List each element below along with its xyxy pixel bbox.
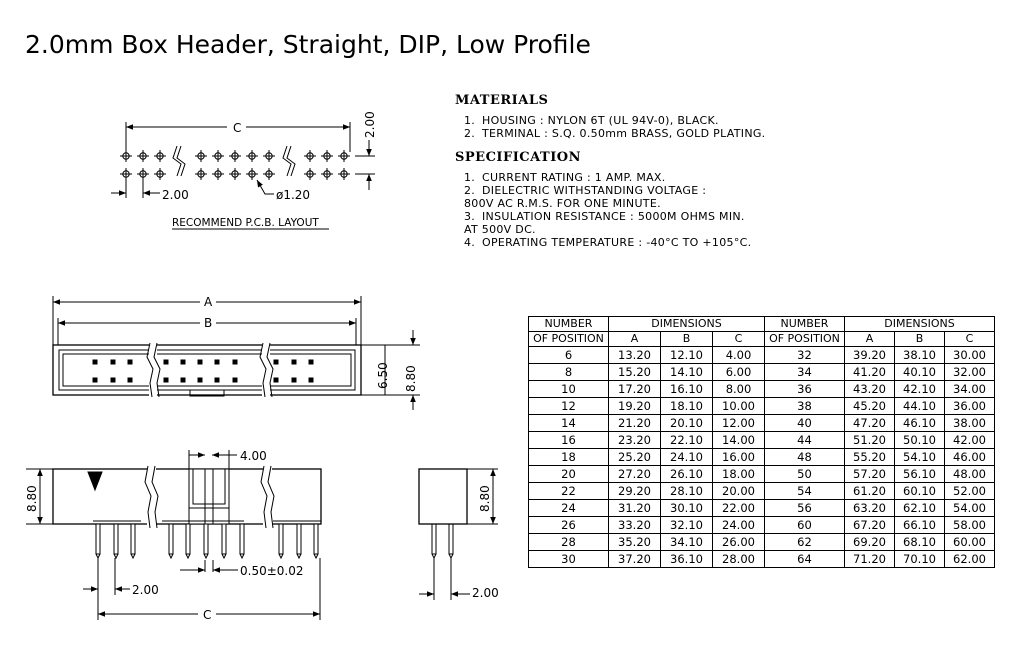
pin-square [274,378,279,383]
table-cell: 50.10 [895,432,945,449]
specification-item-text: AT 500V DC. [464,223,536,236]
table-cell: 57.20 [845,466,895,483]
table-cell: 39.20 [845,347,895,364]
table-cell: 19.20 [609,398,661,415]
table-row [529,381,995,398]
table-cell: 71.20 [845,551,895,568]
side-dim-200: 2.00 [472,586,499,600]
pin-square [292,360,297,365]
table-cell: 20.00 [713,483,765,500]
header-col-a-2: A [845,332,895,347]
specification-item-text: 800V AC R.M.S. FOR ONE MINUTE. [464,197,661,210]
table-cell: 14 [529,415,609,432]
pin-square [274,360,279,365]
table-cell: 26.10 [661,466,713,483]
header-col-b: B [661,332,713,347]
table-cell: 69.20 [845,534,895,551]
pin-tip [186,554,190,558]
table-cell: 22.00 [713,500,765,517]
pin-tip [204,554,208,558]
table-cell: 55.20 [845,449,895,466]
table-row [529,398,995,415]
pin [297,524,301,554]
table-cell: 64 [765,551,845,568]
table-row [529,551,995,568]
table-cell: 30.00 [945,347,995,364]
pin-square [198,360,203,365]
pin-square [181,360,186,365]
table-cell: 60 [765,517,845,534]
table-cell: 30.10 [661,500,713,517]
pin-square [215,378,220,383]
top-view-breaks [147,343,273,397]
table-cell: 18.00 [713,466,765,483]
table-cell: 70.10 [895,551,945,568]
pin-tip [314,554,318,558]
specification-item-text: CURRENT RATING : 1 AMP. MAX. [482,171,666,184]
pin [114,524,118,554]
table-cell: 6 [529,347,609,364]
table-cell: 45.20 [845,398,895,415]
pin [204,524,208,554]
pcb-hole [195,150,207,162]
table-cell: 4.00 [713,347,765,364]
table-cell: 26.00 [713,534,765,551]
pcb-hole [304,168,316,180]
pin-square [164,360,169,365]
pin-square [292,378,297,383]
table-cell: 37.20 [609,551,661,568]
table-cell: 51.20 [845,432,895,449]
pcb-hole [154,150,166,162]
top-dim-b: B [204,316,213,330]
table-cell: 10 [529,381,609,398]
dimension-table [528,316,995,568]
pin [186,524,190,554]
pin-tip [114,554,118,558]
table-cell: 24 [529,500,609,517]
table-cell: 48 [765,449,845,466]
table-cell: 36.00 [945,398,995,415]
table-cell: 38.00 [945,415,995,432]
table-cell: 18.10 [661,398,713,415]
table-cell: 56.10 [895,466,945,483]
table-cell: 52.00 [945,483,995,500]
pcb-hole [137,150,149,162]
pcb-hole [338,168,350,180]
pin-square [93,360,98,365]
table-cell: 14.00 [713,432,765,449]
table-cell: 46.00 [945,449,995,466]
table-cell: 40 [765,415,845,432]
table-cell: 28.00 [713,551,765,568]
table-cell: 12.00 [713,415,765,432]
front-dim-200: 2.00 [132,583,159,597]
page-title: 2.0mm Box Header, Straight, DIP, Low Profile [25,30,591,59]
table-cell: 33.20 [609,517,661,534]
table-cell: 24.00 [713,517,765,534]
pin-tip [240,554,244,558]
pcb-hole [321,168,333,180]
pcb-dim-c: C [233,121,242,135]
pin-square [164,378,169,383]
table-cell: 17.20 [609,381,661,398]
table-cell: 61.20 [845,483,895,500]
table-cell: 31.20 [609,500,661,517]
table-cell: 62.10 [895,500,945,517]
table-cell: 25.20 [609,449,661,466]
table-cell: 48.00 [945,466,995,483]
table-cell: 42.10 [895,381,945,398]
header-dimensions-2: DIMENSIONS [845,317,995,332]
table-cell: 50 [765,466,845,483]
pin-tip [297,554,301,558]
table-cell: 38.10 [895,347,945,364]
table-cell: 27.20 [609,466,661,483]
pin-square [215,360,220,365]
pin-square [111,378,116,383]
specification-heading: SPECIFICATION [455,150,581,165]
table-cell: 66.10 [895,517,945,534]
table-cell: 15.20 [609,364,661,381]
table-cell: 12.10 [661,347,713,364]
pcb-hole [120,168,132,180]
table-cell: 24.10 [661,449,713,466]
pin-tip [169,554,173,558]
pin-tip [222,554,226,558]
table-cell: 62.00 [945,551,995,568]
table-cell: 44.10 [895,398,945,415]
table-cell: 56 [765,500,845,517]
table-cell: 62 [765,534,845,551]
pin [96,524,100,554]
specification-item-text: DIELECTRIC WITHSTANDING VOLTAGE : [482,184,707,197]
table-cell: 13.20 [609,347,661,364]
pin [240,524,244,554]
specification-item-number: 2. [464,184,476,197]
top-view-drawing [53,296,420,410]
table-cell: 41.20 [845,364,895,381]
pin-tip [131,554,135,558]
specification-item-number: 3. [464,210,476,223]
table-cell: 6.00 [713,364,765,381]
header-col-c-2: C [945,332,995,347]
pcb-hole [229,150,241,162]
top-dim-650: 6.50 [376,362,390,389]
table-row [529,364,995,381]
table-cell: 30 [529,551,609,568]
table-cell: 44 [765,432,845,449]
table-cell: 67.20 [845,517,895,534]
pcb-hole [263,168,275,180]
header-position: OF POSITION [529,332,609,347]
header-dimensions: DIMENSIONS [609,317,765,332]
front-view-drawing [26,450,321,620]
top-dim-880: 8.80 [404,365,418,392]
table-cell: 8.00 [713,381,765,398]
table-row [529,466,995,483]
header-number-2: NUMBER [765,317,845,332]
pcb-dim-pitch-h: 2.00 [162,188,189,202]
table-cell: 16.10 [661,381,713,398]
table-cell: 28.10 [661,483,713,500]
pcb-hole [338,150,350,162]
table-cell: 47.20 [845,415,895,432]
table-cell: 10.00 [713,398,765,415]
materials-item-number: 2. [464,127,476,140]
table-cell: 54 [765,483,845,500]
table-row [529,449,995,466]
table-row [529,500,995,517]
specification-item-number: 1. [464,171,476,184]
pin-square [111,360,116,365]
pcb-hole [321,150,333,162]
table-cell: 35.20 [609,534,661,551]
table-cell: 60.10 [895,483,945,500]
table-cell: 14.10 [661,364,713,381]
table-cell: 36.10 [661,551,713,568]
table-cell: 63.20 [845,500,895,517]
table-cell: 58.00 [945,517,995,534]
header-position-2: OF POSITION [765,332,845,347]
pcb-hole [229,168,241,180]
table-cell: 8 [529,364,609,381]
pcb-hole [212,150,224,162]
pin [222,524,226,554]
pcb-hole [154,168,166,180]
front-dim-pin: 0.50±0.02 [240,564,304,578]
table-cell: 32.10 [661,517,713,534]
pcb-hole [246,168,258,180]
header-number: NUMBER [529,317,609,332]
table-cell: 46.10 [895,415,945,432]
pin-square [309,360,314,365]
pin [279,524,283,554]
top-dim-a: A [204,295,213,309]
table-cell: 26 [529,517,609,534]
pin-tip [96,554,100,558]
table-cell: 16.00 [713,449,765,466]
pcb-hole [137,168,149,180]
pin-square [309,378,314,383]
table-cell: 21.20 [609,415,661,432]
header-col-c: C [713,332,765,347]
pcb-hole [212,168,224,180]
pcb-hole [195,168,207,180]
pcb-hole [246,150,258,162]
pin-square [233,378,238,383]
table-cell: 34.10 [661,534,713,551]
specification-item-number: 4. [464,236,476,249]
materials-heading: MATERIALS [455,93,549,108]
pcb-hole [263,150,275,162]
table-cell: 42.00 [945,432,995,449]
table-cell: 54.10 [895,449,945,466]
specification-item-text: OPERATING TEMPERATURE : -40°C TO +105°C. [482,236,752,249]
pin [131,524,135,554]
table-cell: 20 [529,466,609,483]
materials-item-number: 1. [464,114,476,127]
table-row [529,415,995,432]
table-cell: 68.10 [895,534,945,551]
header-col-a: A [609,332,661,347]
table-row [529,534,995,551]
table-cell: 32 [765,347,845,364]
table-cell: 32.00 [945,364,995,381]
table-cell: 22 [529,483,609,500]
table-cell: 12 [529,398,609,415]
materials-item-text: TERMINAL : S.Q. 0.50mm BRASS, GOLD PLATING. [482,127,766,140]
pcb-layout-drawing [111,122,375,229]
table-cell: 29.20 [609,483,661,500]
pin-square [233,360,238,365]
table-cell: 16 [529,432,609,449]
front-dim-400: 4.00 [240,449,267,463]
table-row [529,517,995,534]
pin [169,524,173,554]
table-cell: 28 [529,534,609,551]
pin-square [181,378,186,383]
pin-square [198,378,203,383]
pin-square [93,378,98,383]
table-cell: 23.20 [609,432,661,449]
table-cell: 60.00 [945,534,995,551]
table-cell: 43.20 [845,381,895,398]
table-cell: 40.10 [895,364,945,381]
table-cell: 38 [765,398,845,415]
table-row [529,432,995,449]
pcb-hole-grid [120,150,350,180]
materials-item-text: HOUSING : NYLON 6T (UL 94V-0), BLACK. [482,114,719,127]
pin-tip [279,554,283,558]
header-col-b-2: B [895,332,945,347]
table-cell: 22.10 [661,432,713,449]
table-row [529,483,995,500]
table-cell: 34.00 [945,381,995,398]
front-dim-880: 8.80 [25,485,39,512]
side-dim-880: 8.80 [478,485,492,512]
table-row [529,347,995,364]
pin-square [128,360,133,365]
table-cell: 18 [529,449,609,466]
table-cell: 36 [765,381,845,398]
front-dim-c: C [203,608,212,622]
table-cell: 34 [765,364,845,381]
pin [314,524,318,554]
pcb-hole [304,150,316,162]
table-cell: 54.00 [945,500,995,517]
pcb-caption: RECOMMEND P.C.B. LAYOUT [172,217,319,229]
pcb-dim-hole: ø1.20 [276,188,311,202]
pin-square [128,378,133,383]
table-cell: 20.10 [661,415,713,432]
specification-item-text: INSULATION RESISTANCE : 5000M OHMS MIN. [482,210,745,223]
pcb-dim-pitch-v: 2.00 [363,111,377,138]
